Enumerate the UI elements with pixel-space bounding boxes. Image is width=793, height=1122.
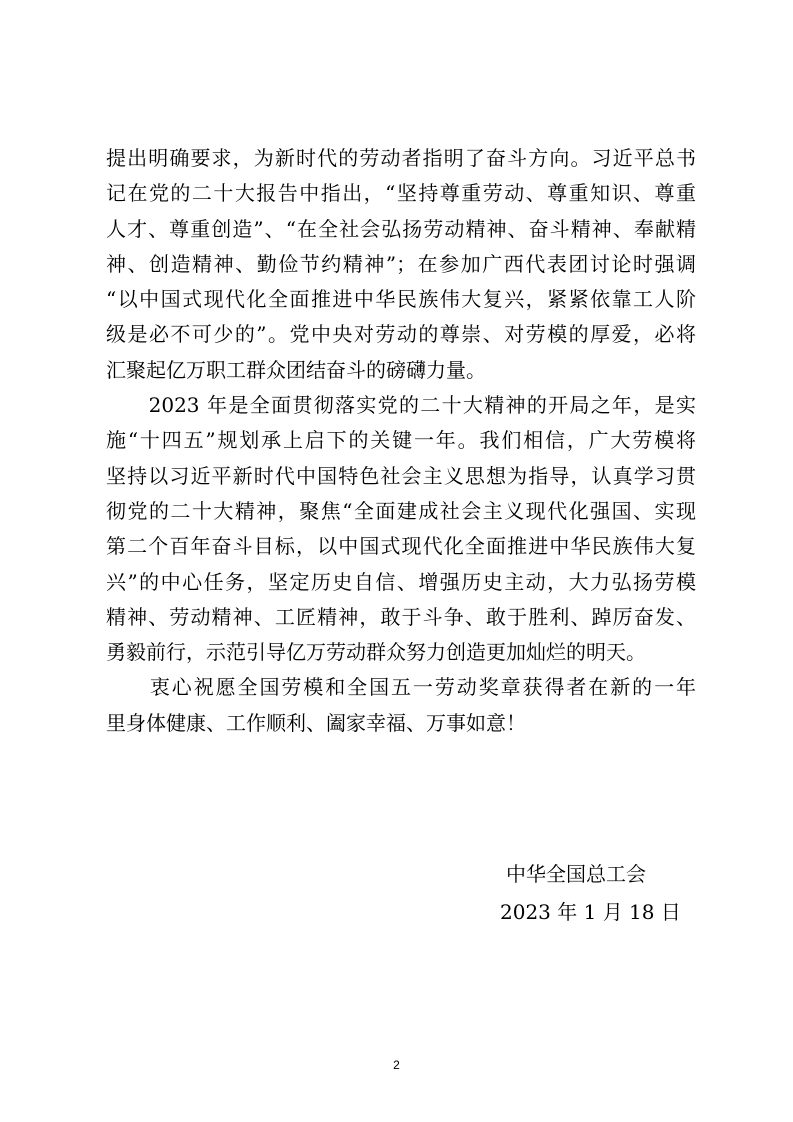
paragraph-3-line-2: 里身体健康、工作顺利、阖家幸福、万事如意！ bbox=[106, 710, 526, 735]
document-body bbox=[106, 141, 696, 741]
paragraph-1-line-6: 级是必不可少的”。党中央对劳动的尊崇、对劳模的厚爱，必将 bbox=[106, 322, 696, 347]
paragraph-1-line-4: 神、创造精神、勤俭节约精神”；在参加广西代表团讨论时强调 bbox=[106, 251, 696, 276]
signature-date: 2023 年 1 月 18 日 bbox=[500, 900, 681, 924]
paragraph-2-line-8: 勇毅前行，示范引导亿万劳动群众努力创造更加灿烂的明天。 bbox=[106, 640, 646, 665]
paragraph-2-line-1: 2023 年是全面贯彻落实党的二十大精神的开局之年，是实 bbox=[106, 393, 696, 418]
signature-organization: 中华全国总工会 bbox=[506, 862, 646, 886]
paragraph-1-line-1: 提出明确要求，为新时代的劳动者指明了奋斗方向。习近平总书 bbox=[106, 146, 696, 170]
page-number: 2 bbox=[393, 1058, 400, 1072]
signature-block bbox=[500, 855, 700, 931]
paragraph-2-line-7: 精神、劳动精神、工匠精神，敢于斗争、敢于胜利、踔厉奋发、 bbox=[106, 604, 696, 629]
paragraph-2-line-4: 彻党的二十大精神，聚焦“全面建成社会主义现代化强国、实现 bbox=[106, 498, 696, 523]
paragraph-1-line-2: 记在党的二十大报告中指出，“坚持尊重劳动、尊重知识、尊重 bbox=[106, 181, 696, 206]
paragraph-1-line-5: “以中国式现代化全面推进中华民族伟大复兴，紧紧依靠工人阶 bbox=[106, 287, 696, 312]
paragraph-1-line-3: 人才、尊重创造”、“在全社会弘扬劳动精神、奋斗精神、奉献精 bbox=[106, 216, 696, 241]
paragraph-2-line-5: 第二个百年奋斗目标，以中国式现代化全面推进中华民族伟大复 bbox=[106, 534, 696, 559]
paragraph-1-line-7: 汇聚起亿万职工群众团结奋斗的磅礴力量。 bbox=[106, 357, 486, 382]
paragraph-2-line-3: 坚持以习近平新时代中国特色社会主义思想为指导，认真学习贯 bbox=[106, 463, 696, 488]
paragraph-2-line-2: 施“十四五”规划承上启下的关键一年。我们相信，广大劳模将 bbox=[106, 428, 696, 453]
paragraph-2-line-6: 兴”的中心任务，坚定历史自信、增强历史主动，大力弘扬劳模 bbox=[106, 569, 696, 594]
paragraph-3-line-1: 衷心祝愿全国劳模和全国五一劳动奖章获得者在新的一年 bbox=[106, 675, 696, 700]
